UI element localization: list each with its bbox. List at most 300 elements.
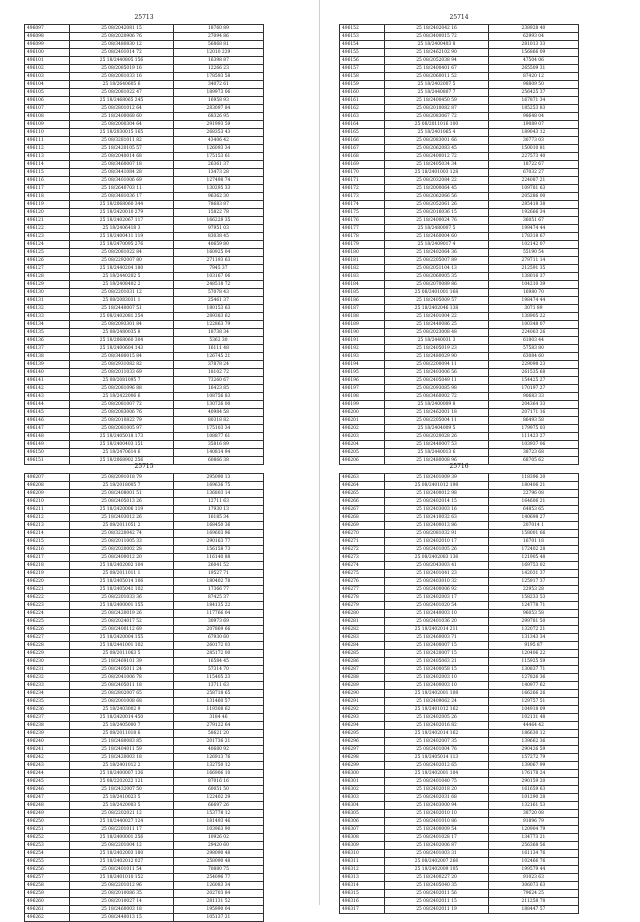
- table-row: [25, 329, 264, 337]
- amount-cell: 126083 34: [173, 882, 263, 890]
- table-row: [25, 674, 264, 682]
- row-id-cell: 496183: [340, 273, 385, 281]
- account-code-cell: 25 08/2060011 52: [385, 73, 489, 81]
- account-code-cell: 25 08/3400015 72: [385, 33, 489, 41]
- row-id-cell: 496286: [340, 658, 385, 666]
- account-code-cell: 25 08/2401004 76: [385, 746, 489, 754]
- account-code-cell: 25 08/2480035 8: [70, 329, 174, 337]
- table-row: [340, 490, 579, 498]
- account-code-cell: 25 08/2081007 72: [70, 401, 174, 409]
- row-id-cell: 496105: [25, 89, 70, 97]
- table-row: [25, 33, 264, 41]
- row-id-cell: 496252: [25, 834, 70, 842]
- account-code-cell: 25 18/2462001 18: [385, 409, 489, 417]
- table-row: [25, 65, 264, 73]
- account-code-cell: 25 08/2051104 13: [385, 265, 489, 273]
- amount-cell: 101290 28: [488, 794, 578, 802]
- amount-cell: 43406 42: [173, 137, 263, 145]
- amount-cell: 34072 61: [173, 81, 263, 89]
- table-row: [340, 329, 579, 337]
- amount-cell: 87420 12: [488, 73, 578, 81]
- amount-cell: 212591 35: [488, 265, 578, 273]
- table-row: [25, 81, 264, 89]
- row-id-cell: 496228: [25, 642, 70, 650]
- row-id-cell: 496125: [25, 249, 70, 257]
- table-row: [25, 417, 264, 425]
- amount-cell: 108877 61: [173, 433, 263, 441]
- table-row: [340, 337, 579, 345]
- account-code-cell: 25 18/2410032 63: [385, 514, 489, 522]
- row-id-cell: 496214: [25, 530, 70, 538]
- row-id-cell: 496306: [340, 818, 385, 826]
- row-id-cell: 496155: [340, 49, 385, 57]
- row-id-cell: 496229: [25, 650, 70, 658]
- amount-cell: 290163 77: [173, 538, 263, 546]
- account-code-cell: 25 18/2400012 98: [385, 490, 489, 498]
- amount-cell: 261535 68: [488, 369, 578, 377]
- amount-cell: 134773 21: [488, 834, 578, 842]
- account-code-cell: 25 08/2402007 266: [385, 858, 489, 866]
- amount-cell: 198474 44: [488, 297, 578, 305]
- row-id-cell: 496127: [25, 265, 70, 273]
- table-row: [340, 281, 579, 289]
- account-code-cell: 25 08/2200094 11: [385, 361, 489, 369]
- table-row: [25, 642, 264, 650]
- account-code-cell: 25 08/2081032 91: [385, 530, 489, 538]
- row-id-cell: 496123: [25, 233, 70, 241]
- account-code-cell: 25 08/3460007 18: [70, 161, 174, 169]
- table-row: [25, 794, 264, 802]
- row-id-cell: 496132: [25, 305, 70, 313]
- row-id-cell: 496101: [25, 57, 70, 65]
- table-row: [340, 666, 579, 674]
- amount-cell: 211258 78: [488, 898, 578, 906]
- row-id-cell: 496174: [340, 201, 385, 209]
- account-code-cell: 25 08/2401005 26: [385, 546, 489, 554]
- table-row: [25, 249, 264, 257]
- amount-cell: 176178 24: [488, 770, 578, 778]
- table-row: [340, 289, 579, 297]
- row-id-cell: 496231: [25, 666, 70, 674]
- table-row: [340, 786, 579, 794]
- account-code-cell: 25 18/2432007 50: [70, 786, 174, 794]
- row-id-cell: 496220: [25, 578, 70, 586]
- row-id-cell: 496138: [25, 353, 70, 361]
- account-code-cell: 25 18/2420006 119: [70, 506, 174, 514]
- row-id-cell: 496187: [340, 305, 385, 313]
- table-row: [25, 754, 264, 762]
- account-code-cell: 25 08/2802007 65: [70, 690, 174, 698]
- account-code-cell: 25 18/2420105 57: [70, 145, 174, 153]
- row-id-cell: 496211: [25, 506, 70, 514]
- account-code-cell: 25 18/2401003 128: [385, 169, 489, 177]
- row-id-cell: 496232: [25, 674, 70, 682]
- table-row: [340, 522, 579, 530]
- amount-cell: 15822 78: [173, 209, 263, 217]
- account-code-cell: 25 18/2401010 152: [70, 874, 174, 882]
- amount-cell: 56868 81: [173, 41, 263, 49]
- row-id-cell: 496169: [340, 161, 385, 169]
- row-id-cell: 496224: [25, 610, 70, 618]
- amount-cell: 104210 39: [488, 281, 578, 289]
- table-row: [25, 305, 264, 313]
- row-id-cell: 496305: [340, 810, 385, 818]
- amount-cell: 229098 23: [488, 361, 578, 369]
- amount-cell: 98809 50: [488, 81, 578, 89]
- table-row: [25, 225, 264, 233]
- table-row: [25, 321, 264, 329]
- row-id-cell: 496207: [25, 474, 70, 482]
- row-id-cell: 496160: [340, 89, 385, 97]
- account-code-cell: 25 18/2400024 76: [385, 217, 489, 225]
- row-id-cell: 496307: [340, 826, 385, 834]
- account-code-cell: 25 08/2402011 15: [385, 898, 489, 906]
- row-id-cell: 496153: [340, 33, 385, 41]
- ledger-panel-25713: [24, 14, 264, 465]
- row-id-cell: 496099: [25, 41, 70, 49]
- amount-cell: 16185 34: [173, 514, 263, 522]
- table-row: [340, 690, 579, 698]
- account-code-cell: 25 18/2405009 57: [385, 297, 489, 305]
- account-code-cell: 25 18/2402009 105: [385, 866, 489, 874]
- table-row: [340, 818, 579, 826]
- account-code-cell: 25 18/2400013 86: [385, 522, 489, 530]
- amount-cell: 224087 21: [488, 177, 578, 185]
- table-row: [25, 802, 264, 810]
- amount-cell: 154425 27: [488, 377, 578, 385]
- table-row: [25, 554, 264, 562]
- amount-cell: 116140 88: [173, 554, 263, 562]
- table-row: [25, 690, 264, 698]
- table-row: [25, 89, 264, 97]
- account-code-cell: 25 18/2400403 151: [70, 441, 174, 449]
- row-id-cell: 496117: [25, 185, 70, 193]
- ledger-table: [24, 473, 264, 922]
- account-code-cell: 25 18/2410023 5: [70, 794, 174, 802]
- amount-cell: 68326 95: [173, 113, 263, 121]
- account-code-cell: 25 08/2401010 86: [385, 818, 489, 826]
- row-id-cell: 496175: [340, 209, 385, 217]
- account-code-cell: 25 08/2042081 15: [70, 25, 174, 33]
- row-id-cell: 496118: [25, 193, 70, 201]
- amount-cell: 10926 02: [173, 834, 263, 842]
- amount-cell: 168450 36: [173, 522, 263, 530]
- account-code-cell: 25 08/2020028 26: [385, 433, 489, 441]
- row-id-cell: 496165: [340, 129, 385, 137]
- account-code-cell: 25 18/2405000 7: [70, 722, 174, 730]
- table-row: [25, 161, 264, 169]
- amount-cell: 35816 89: [173, 441, 263, 449]
- row-id-cell: 496248: [25, 802, 70, 810]
- amount-cell: 185253 83: [488, 105, 578, 113]
- account-code-cell: 25 18/2068060 344: [70, 201, 174, 209]
- account-code-cell: 25 08/2081095 7: [70, 377, 174, 385]
- amount-cell: 16398 87: [173, 57, 263, 65]
- account-code-cell: 25 18/2441001 102: [70, 642, 174, 650]
- account-code-cell: 25 18/2402018 20: [385, 786, 489, 794]
- amount-cell: 38720 08: [488, 810, 578, 818]
- table-row: [25, 834, 264, 842]
- table-row: [340, 177, 579, 185]
- row-id-cell: 496201: [340, 417, 385, 425]
- row-id-cell: 496206: [340, 457, 385, 465]
- amount-cell: 298090 48: [173, 850, 263, 858]
- ledger-panel-25715: [24, 463, 264, 922]
- table-row: [25, 193, 264, 201]
- table-row: [340, 81, 579, 89]
- account-code-cell: 25 08/2010082 87: [385, 105, 489, 113]
- amount-cell: 188447 57: [488, 906, 578, 914]
- account-code-cell: 25 08/3281011 82: [70, 137, 174, 145]
- account-code-cell: 25 18/2470095 276: [70, 241, 174, 249]
- account-code-cell: 25 18/2402046 138: [385, 305, 489, 313]
- table-row: [340, 105, 579, 113]
- account-code-cell: 25 08/3441084 28: [70, 169, 174, 177]
- amount-cell: 170197 27: [488, 385, 578, 393]
- row-id-cell: 496242: [25, 754, 70, 762]
- account-code-cell: 25 18/2406418 3: [70, 225, 174, 233]
- account-code-cell: 25 18/2440013 6: [385, 449, 489, 457]
- amount-cell: 136803 14: [173, 490, 263, 498]
- account-code-cell: 25 18/2460004 60: [385, 233, 489, 241]
- table-row: [25, 706, 264, 714]
- account-code-cell: 25 08/3481036 17: [70, 193, 174, 201]
- table-row: [340, 449, 579, 457]
- row-id-cell: 496299: [340, 762, 385, 770]
- account-code-cell: 25 08/2001008 68: [70, 698, 174, 706]
- row-id-cell: 496126: [25, 257, 70, 265]
- row-id-cell: 496245: [25, 778, 70, 786]
- table-row: [25, 25, 264, 33]
- row-id-cell: 496185: [340, 289, 385, 297]
- table-row: [340, 882, 579, 890]
- account-code-cell: 25 08/2420019 26: [70, 610, 174, 618]
- amount-cell: 205286 00: [488, 193, 578, 201]
- table-row: [340, 682, 579, 690]
- table-row: [340, 546, 579, 554]
- table-row: [340, 482, 579, 490]
- amount-cell: 150010 81: [488, 145, 578, 153]
- amount-cell: 9195 87: [488, 642, 578, 650]
- table-row: [25, 449, 264, 457]
- account-code-cell: 25 08/2091018 79: [70, 474, 174, 482]
- amount-cell: 199579 44: [488, 866, 578, 874]
- row-id-cell: 496139: [25, 361, 70, 369]
- amount-cell: 153778 12: [173, 810, 263, 818]
- table-row: [340, 746, 579, 754]
- amount-cell: 73260 67: [173, 377, 263, 385]
- account-code-cell: 25 18/2480007 5: [385, 225, 489, 233]
- row-id-cell: 496310: [340, 850, 385, 858]
- account-code-cell: 25 18/2409017 4: [385, 241, 489, 249]
- amount-cell: 29420 60: [173, 842, 263, 850]
- row-id-cell: 496266: [340, 498, 385, 506]
- account-code-cell: 25 18/2403012 26: [70, 514, 174, 522]
- row-id-cell: 496114: [25, 161, 70, 169]
- account-code-cell: 25 08/2402014 15: [385, 498, 489, 506]
- table-row: [340, 698, 579, 706]
- amount-cell: 117766 04: [173, 610, 263, 618]
- account-code-cell: 25 08/2000304 64: [70, 121, 174, 129]
- account-code-cell: 25 18/2403002 9: [70, 706, 174, 714]
- amount-cell: 79624 25: [488, 890, 578, 898]
- row-id-cell: 496102: [25, 65, 70, 73]
- row-id-cell: 496173: [340, 193, 385, 201]
- table-row: [25, 474, 264, 482]
- account-code-cell: 25 08/2062066 56: [385, 193, 489, 201]
- amount-cell: 91896 79: [488, 818, 578, 826]
- row-id-cell: 496196: [340, 377, 385, 385]
- account-code-cell: 25 18/2402016 82: [385, 722, 489, 730]
- amount-cell: 204364 33: [488, 401, 578, 409]
- table-row: [340, 353, 579, 361]
- amount-cell: 132161 53: [488, 802, 578, 810]
- amount-cell: 87425 37: [173, 594, 263, 602]
- row-id-cell: 496308: [340, 834, 385, 842]
- account-code-cell: 25 18/2405019 23: [385, 345, 489, 353]
- amount-cell: 30973 69: [173, 618, 263, 626]
- amount-cell: 189043 12: [488, 129, 578, 137]
- account-code-cell: 25 08/2052061 26: [385, 201, 489, 209]
- account-code-cell: 25 18/2402003 17: [385, 594, 489, 602]
- account-code-cell: 25 08/2402012 65: [385, 762, 489, 770]
- amount-cell: 83038 45: [173, 233, 263, 241]
- table-row: [25, 914, 264, 922]
- row-id-cell: 496222: [25, 594, 70, 602]
- table-row: [25, 722, 264, 730]
- account-code-cell: 25 08/2060005 35: [385, 273, 489, 281]
- account-code-cell: 25 08/2023008 48: [385, 329, 489, 337]
- table-row: [25, 73, 264, 81]
- account-code-cell: 25 18/2400450 59: [385, 97, 489, 105]
- account-code-cell: 25 18/2400403 8: [385, 41, 489, 49]
- row-id-cell: 496221: [25, 586, 70, 594]
- row-id-cell: 496148: [25, 433, 70, 441]
- amount-cell: 285172 00: [173, 650, 263, 658]
- account-code-cell: 25 18/2400401 67: [385, 65, 489, 73]
- table-row: [25, 297, 264, 305]
- table-row: [340, 161, 579, 169]
- row-id-cell: 496269: [340, 522, 385, 530]
- row-id-cell: 496262: [25, 914, 70, 922]
- table-row: [25, 201, 264, 209]
- table-row: [340, 650, 579, 658]
- account-code-cell: 25 18/2400007 136: [70, 770, 174, 778]
- account-code-cell: 25 18/2404009 5: [385, 425, 489, 433]
- account-code-cell: 25 18/2400058 15: [385, 666, 489, 674]
- row-id-cell: 496134: [25, 321, 70, 329]
- account-code-cell: 25 08/2070089 86: [385, 281, 489, 289]
- row-id-cell: 496098: [25, 33, 70, 41]
- amount-cell: 55190 54: [488, 249, 578, 257]
- amount-cell: 91023 63: [488, 874, 578, 882]
- amount-cell: 70880 75: [173, 866, 263, 874]
- table-row: [25, 385, 264, 393]
- amount-cell: 57314 70: [173, 666, 263, 674]
- row-id-cell: 496260: [25, 898, 70, 906]
- row-id-cell: 496130: [25, 289, 70, 297]
- row-id-cell: 496235: [25, 698, 70, 706]
- table-row: [25, 289, 264, 297]
- table-row: [340, 514, 579, 522]
- amount-cell: 140814 94: [173, 449, 263, 457]
- row-id-cell: 496296: [340, 738, 385, 746]
- account-code-cell: 25 18/2400009 8: [385, 401, 489, 409]
- table-row: [25, 233, 264, 241]
- row-id-cell: 496317: [340, 906, 385, 914]
- account-code-cell: 25 08/2401036 20: [385, 618, 489, 626]
- row-id-cell: 496239: [25, 730, 70, 738]
- account-code-cell: 25 08/2405013 26: [70, 498, 174, 506]
- row-id-cell: 496234: [25, 690, 70, 698]
- account-code-cell: 25 18/2403003 16: [385, 506, 489, 514]
- amount-cell: 207171 16: [488, 409, 578, 417]
- amount-cell: 248518 72: [173, 281, 263, 289]
- table-row: [25, 770, 264, 778]
- row-id-cell: 496210: [25, 498, 70, 506]
- table-row: [340, 121, 579, 129]
- account-code-cell: 25 08/2010086 35: [70, 890, 174, 898]
- account-code-cell: 25 08/2201011 17: [70, 826, 174, 834]
- row-id-cell: 496124: [25, 241, 70, 249]
- table-row: [340, 201, 579, 209]
- account-code-cell: 25 08/2010822 79: [70, 417, 174, 425]
- account-code-cell: 25 18/2400604 143: [70, 345, 174, 353]
- amount-cell: 18738 34: [173, 329, 263, 337]
- table-row: [25, 626, 264, 634]
- table-row: [25, 145, 264, 153]
- table-row: [25, 393, 264, 401]
- account-code-cell: 25 08/2402011 19: [385, 906, 489, 914]
- table-row: [25, 377, 264, 385]
- table-row: [25, 281, 264, 289]
- row-id-cell: 496162: [340, 105, 385, 113]
- account-code-cell: 25 18/2400001 256: [70, 834, 174, 842]
- amount-cell: 18722 67: [488, 161, 578, 169]
- row-id-cell: 496120: [25, 209, 70, 217]
- table-row: [340, 369, 579, 377]
- account-code-cell: 25 18/2420010 279: [70, 209, 174, 217]
- row-id-cell: 496287: [340, 666, 385, 674]
- row-id-cell: 496275: [340, 570, 385, 578]
- account-code-cell: 25 08/2093085 98: [385, 385, 489, 393]
- table-row: [25, 113, 264, 121]
- row-id-cell: 496154: [340, 41, 385, 49]
- amount-cell: 126745 21: [173, 353, 263, 361]
- amount-cell: 130837 71: [488, 666, 578, 674]
- table-row: [25, 97, 264, 105]
- amount-cell: 13711 63: [173, 682, 263, 690]
- row-id-cell: 496217: [25, 554, 70, 562]
- table-row: [340, 185, 579, 193]
- account-code-cell: 25 18/2460003 18: [70, 906, 174, 914]
- table-row: [25, 169, 264, 177]
- row-id-cell: 496247: [25, 794, 70, 802]
- table-row: [25, 698, 264, 706]
- table-row: [340, 610, 579, 618]
- amount-cell: 306073 63: [488, 882, 578, 890]
- account-code-cell: 25 18/2405040 35: [385, 882, 489, 890]
- table-row: [340, 361, 579, 369]
- table-row: [340, 97, 579, 105]
- table-row: [340, 778, 579, 786]
- table-row: [340, 506, 579, 514]
- amount-cell: 127826 36: [488, 674, 578, 682]
- row-id-cell: 496140: [25, 369, 70, 377]
- row-id-cell: 496172: [340, 185, 385, 193]
- table-row: [25, 714, 264, 722]
- table-row: [340, 498, 579, 506]
